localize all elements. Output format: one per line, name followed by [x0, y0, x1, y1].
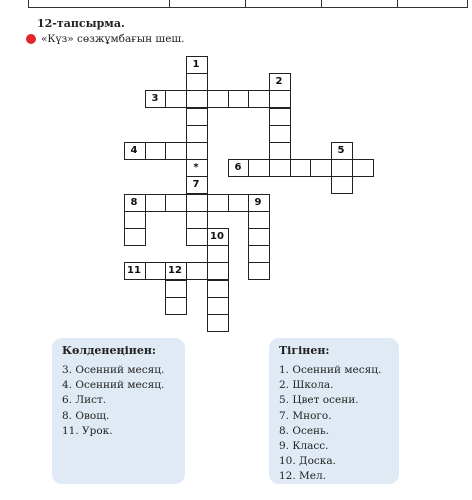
down-clue-item: 2. Школа.	[279, 379, 334, 392]
task-instruction: «Күз» сөзжұмбағын шеш.	[41, 33, 185, 45]
crossword-cell	[186, 73, 208, 91]
crossword-star-marker: *	[193, 162, 199, 173]
crossword-cell	[310, 159, 332, 177]
down-clue-item: 1. Осенний месяц.	[279, 364, 382, 376]
down-clue-item: 10. Доска.	[279, 455, 336, 468]
crossword-cell	[248, 211, 270, 229]
crossword-cell	[145, 142, 167, 160]
crossword-cell	[186, 211, 208, 229]
crossword-cell	[269, 159, 291, 177]
across-clues-box	[52, 338, 185, 484]
crossword-number-12: 12	[168, 265, 182, 276]
crossword-cell	[269, 108, 291, 126]
crossword-cell	[248, 228, 270, 246]
crossword-cell	[248, 90, 270, 108]
crossword-cell	[228, 90, 250, 108]
crossword-cell	[186, 194, 208, 212]
crossword-cell	[290, 159, 312, 177]
crossword-number-4: 4	[130, 145, 138, 156]
crossword-number-8: 8	[130, 197, 138, 208]
crossword-cell	[186, 90, 208, 108]
down-clues-box	[269, 338, 399, 484]
crossword-cell	[207, 194, 229, 212]
crossword-cell	[165, 194, 187, 212]
crossword-cell	[165, 280, 187, 298]
crossword-number-6: 6	[234, 162, 242, 173]
top-table-edge	[28, 0, 468, 8]
crossword-cell	[207, 280, 229, 298]
crossword-cell	[207, 314, 229, 332]
down-clue-item: 5. Цвет осени.	[279, 394, 359, 407]
crossword-cell	[124, 211, 146, 229]
task-title: 12-тапсырма.	[37, 17, 125, 30]
red-bullet-icon	[26, 34, 36, 44]
crossword-number-7: 7	[192, 179, 200, 190]
across-clue-item: 11. Урок.	[62, 424, 113, 437]
crossword-number-9: 9	[254, 197, 262, 208]
crossword-cell	[207, 297, 229, 315]
crossword-cell	[145, 262, 167, 280]
crossword-cell	[248, 159, 270, 177]
across-heading: Көлденеңінен:	[62, 344, 156, 357]
across-clue-item: 4. Осенний месяц.	[62, 379, 165, 392]
across-clue-item: 3. Осенний месяц.	[62, 364, 165, 376]
crossword-cell	[186, 228, 208, 246]
crossword-cell	[145, 194, 167, 212]
crossword-cell	[186, 262, 208, 280]
crossword-cell	[269, 142, 291, 160]
down-clue-item: 9. Класс.	[279, 440, 329, 453]
crossword-number-10: 10	[210, 231, 224, 242]
crossword-cell	[331, 176, 353, 194]
crossword-cell	[165, 297, 187, 315]
crossword-cell	[269, 90, 291, 108]
across-clue-item: 6. Лист.	[62, 394, 107, 407]
crossword-cell	[124, 228, 146, 246]
across-clue-item: 8. Овощ.	[62, 409, 110, 422]
crossword-cell	[352, 159, 374, 177]
crossword-number-5: 5	[337, 145, 345, 156]
down-heading: Тігінен:	[279, 344, 330, 357]
crossword-cell	[186, 125, 208, 143]
crossword-cell	[165, 142, 187, 160]
down-clue-item: 12. Мел.	[279, 470, 327, 483]
down-clue-item: 8. Осень.	[279, 424, 330, 437]
crossword-number-11: 11	[127, 265, 141, 276]
task-instruction-line	[26, 33, 185, 45]
crossword-cell	[269, 125, 291, 143]
crossword-number-1: 1	[192, 59, 200, 70]
crossword-cell	[186, 108, 208, 126]
crossword-cell	[165, 90, 187, 108]
crossword-cell	[228, 194, 250, 212]
crossword-number-2: 2	[275, 76, 283, 87]
down-clue-item: 7. Много.	[279, 409, 332, 422]
crossword-cell	[186, 142, 208, 160]
crossword-cell	[331, 159, 353, 177]
crossword-cell	[207, 90, 229, 108]
crossword-cell	[248, 262, 270, 280]
crossword-cell	[207, 245, 229, 263]
crossword-number-3: 3	[151, 93, 159, 104]
crossword-cell	[248, 245, 270, 263]
crossword-cell	[207, 262, 229, 280]
